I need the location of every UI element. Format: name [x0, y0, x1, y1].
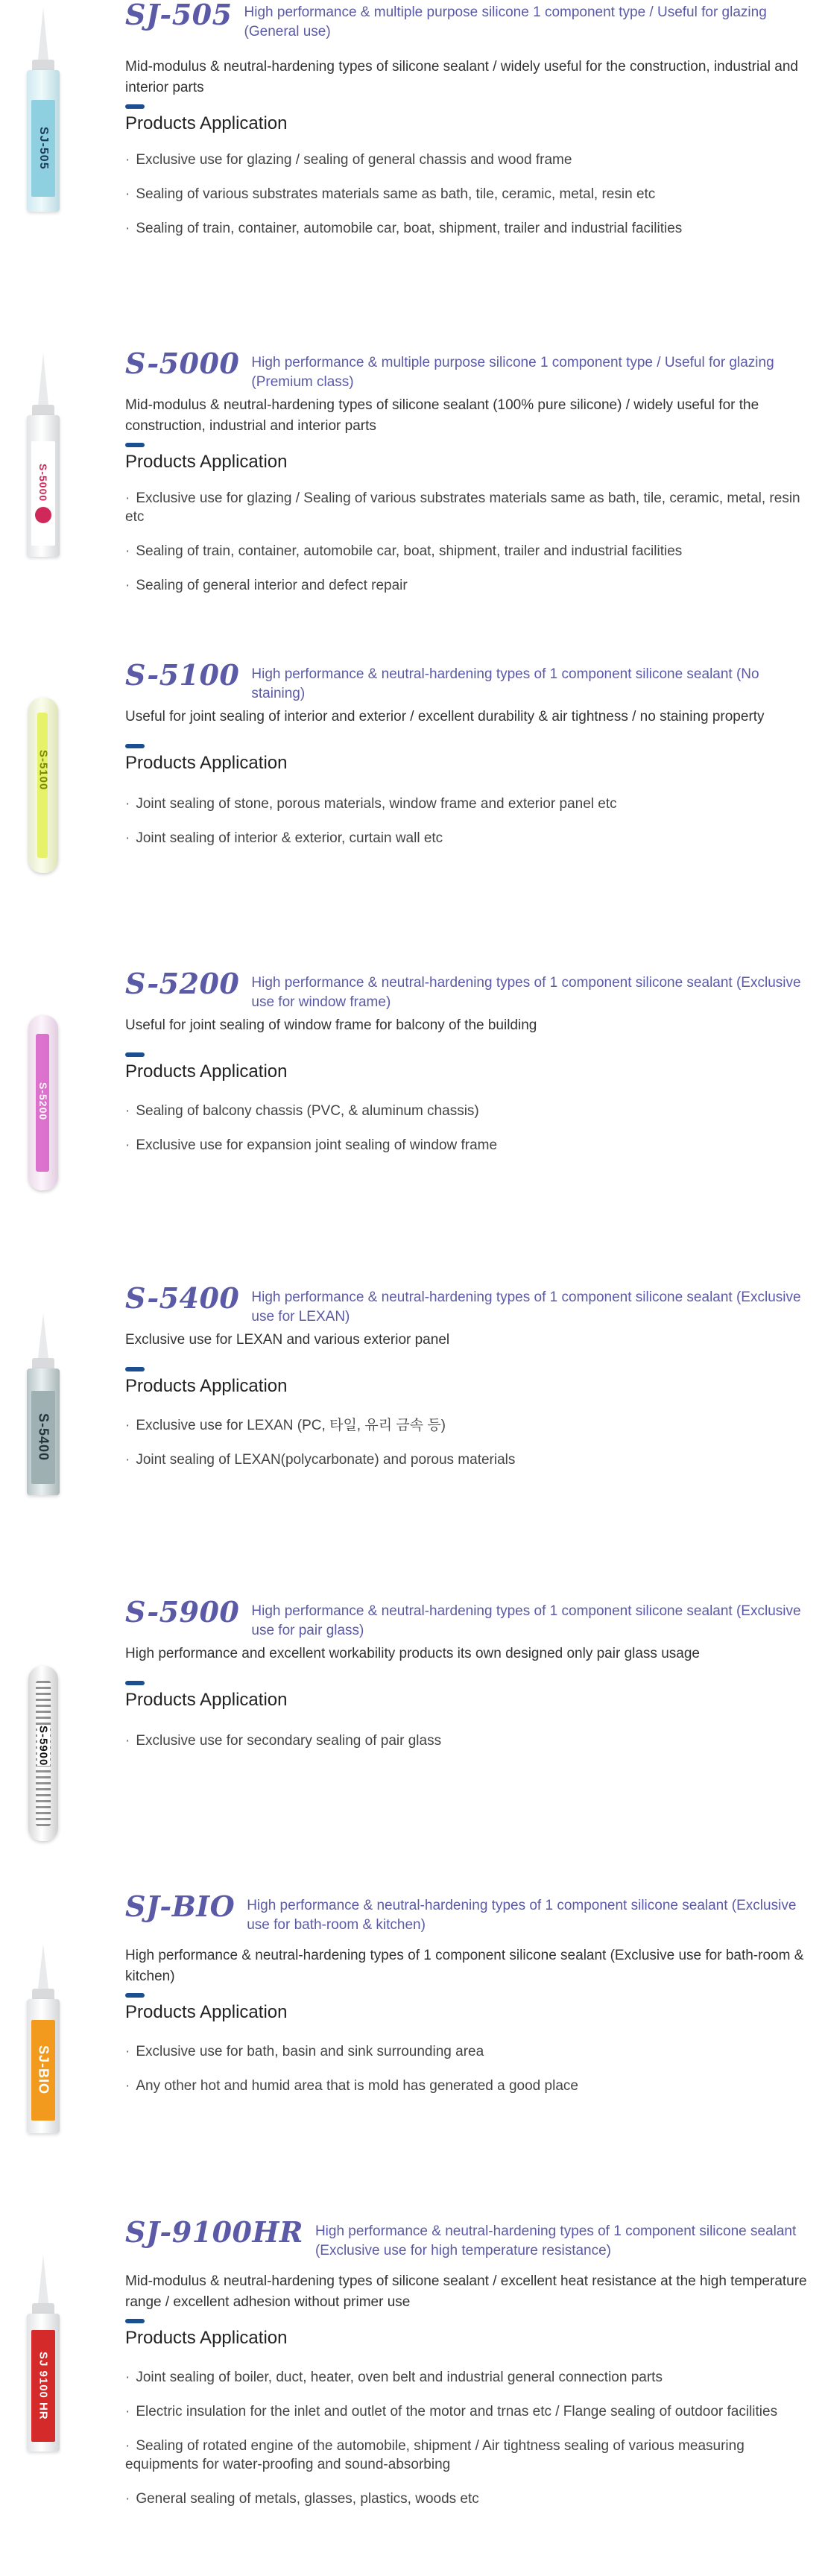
section-divider-bar — [125, 1367, 145, 1371]
section-divider-bar — [125, 2319, 145, 2323]
application-item: · Exclusive use for glazing / sealing of general chassis and wood frame — [125, 152, 572, 168]
product-tagline: High performance & multiple purpose silicone 1 component type / Useful for glazing (Premium class) — [251, 355, 774, 390]
product-description: Mid-modulus & neutral-hardening types of silicone sealant / excellent heat resistance at the high temperature range / excellent adhesion without primer use — [125, 2273, 807, 2310]
product-description: High performance and excellent workability products its own designed only pair glass usage — [125, 1646, 700, 1661]
product-description: Mid-modulus & neutral-hardening types of silicone sealant (100% pure silicone) / widely useful for the construction, industrial and interior parts — [125, 397, 759, 434]
section-divider-bar — [125, 1993, 145, 1998]
application-list — [125, 1416, 815, 1469]
application-item: · Sealing of balcony chassis (PVC, & aluminum chassis) — [125, 1103, 479, 1119]
product-description: High performance & neutral-hardening types of 1 component silicone sealant (Exclusive use for bath-room & kitchen) — [125, 1948, 804, 1984]
product-image-label: S-5000 — [37, 464, 49, 502]
product-s-5100 — [0, 660, 825, 959]
application-item: · Exclusive use for secondary sealing of pair glass — [125, 1733, 442, 1749]
application-item: · Electric insulation for the inlet and outlet of the motor and trnas etc / Flange sealing of outdoor facilities — [125, 2404, 778, 2419]
application-item: · Exclusive use for glazing / Sealing of various substrates materials same as bath, tile, ceramic, metal, resin etc — [125, 490, 800, 525]
product-image — [13, 1944, 73, 2133]
product-image — [13, 1015, 73, 1190]
cartridge-tube-icon — [21, 1944, 66, 2133]
application-item: · Joint sealing of interior & exterior, curtain wall etc — [125, 830, 443, 846]
products-application-title: Products Application — [125, 113, 288, 133]
product-tagline: High performance & neutral-hardening types of 1 component silicone sealant (Exclusive use for high temperature resistance) — [314, 2223, 797, 2258]
product-s-5400 — [0, 1281, 825, 1582]
product-image — [13, 7, 73, 212]
application-list — [125, 1731, 815, 1750]
product-tagline: High performance & neutral-hardening types of 1 component silicone sealant (Exclusive use for pair glass) — [251, 1603, 801, 1638]
application-list — [125, 2368, 815, 2508]
product-image-label: SJ-BIO — [36, 2045, 51, 2095]
product-image-label: S-5400 — [36, 1413, 51, 1462]
product-tagline: High performance & neutral-hardening types of 1 component silicone sealant (Exclusive use for window frame) — [251, 975, 801, 1010]
product-s-5200 — [0, 969, 825, 1267]
product-image-label: S-5200 — [37, 1082, 49, 1121]
application-item: · General sealing of metals, glasses, plastics, woods etc — [125, 2491, 479, 2507]
application-item: · Sealing of train, container, automobile car, boat, shipment, trailer and industrial facilities — [125, 543, 683, 559]
product-image — [13, 2255, 73, 2452]
sausage-pack-icon — [28, 1666, 58, 1841]
product-tagline: High performance & neutral-hardening types of 1 component silicone sealant (No staining) — [251, 666, 759, 701]
application-item: · Joint sealing of LEXAN(polycarbonate) and porous materials — [125, 1452, 516, 1468]
application-item: · Exclusive use for LEXAN (PC, 타일, 유리 금속 등) — [125, 1418, 446, 1433]
product-description: Useful for joint sealing of interior and exterior / excellent durability & air tightness / no staining property — [125, 709, 765, 724]
application-item: · Exclusive use for expansion joint sealing of window frame — [125, 1137, 498, 1153]
application-item: · Sealing of various substrates materials same as bath, tile, ceramic, metal, resin etc — [125, 186, 656, 202]
application-item: · Sealing of train, container, automobile car, boat, shipment, trailer and industrial facilities — [125, 221, 683, 236]
product-tagline: High performance & neutral-hardening types of 1 component silicone sealant (Exclusive use for bath-room & kitchen) — [247, 1898, 797, 1933]
product-sj-505 — [0, 0, 825, 313]
product-name: S-5900 — [125, 1595, 240, 1629]
product-name: SJ-9100HR — [125, 2215, 303, 2249]
section-divider-bar — [125, 1052, 145, 1057]
cartridge-tube-icon — [21, 353, 66, 557]
product-image-label: SJ-505 — [37, 127, 50, 170]
product-sj-bio — [0, 1892, 825, 2190]
application-item: · Joint sealing of boiler, duct, heater, oven belt and industrial general connection parts — [125, 2370, 663, 2385]
products-application-title: Products Application — [125, 1690, 288, 1710]
product-image-label: S-5900 — [37, 1726, 50, 1767]
product-image — [13, 1666, 73, 1841]
product-name: SJ-BIO — [125, 1890, 236, 1923]
products-application-title: Products Application — [125, 1061, 288, 1082]
application-list — [125, 795, 815, 847]
application-list — [125, 1102, 815, 1155]
product-s-5000 — [0, 349, 825, 647]
product-description: Exclusive use for LEXAN and various exterior panel — [125, 1332, 450, 1348]
cartridge-tube-icon — [21, 7, 66, 212]
product-sj-9100hr — [0, 2217, 825, 2575]
product-image — [13, 1313, 73, 1495]
section-divider-bar — [125, 443, 145, 447]
product-image — [13, 698, 73, 873]
section-divider-bar — [125, 744, 145, 748]
product-name: S-5200 — [125, 967, 240, 1000]
product-description: Useful for joint sealing of window frame for balcony of the building — [125, 1017, 537, 1033]
application-item: · Joint sealing of stone, porous materials, window frame and exterior panel etc — [125, 796, 617, 812]
product-description: Mid-modulus & neutral-hardening types of silicone sealant / widely useful for the construction, industrial and interior parts — [125, 59, 798, 95]
product-name: SJ-505 — [125, 0, 233, 31]
product-image-label: S-5100 — [37, 750, 50, 791]
cartridge-tube-icon — [21, 2255, 66, 2452]
product-image — [13, 353, 73, 557]
flower-logo-icon — [35, 507, 51, 523]
products-application-title: Products Application — [125, 2328, 288, 2348]
section-divider-bar — [125, 104, 145, 109]
sausage-pack-icon — [28, 1015, 58, 1190]
products-application-title: Products Application — [125, 452, 288, 472]
products-application-title: Products Application — [125, 753, 288, 773]
product-image-label: SJ 9100 HR — [37, 2352, 50, 2420]
application-item: · Sealing of rotated engine of the automobile, shipment / Air tightness sealing of various measuring equipments for water-proofing and sound-absorbing — [125, 2438, 745, 2472]
application-list — [125, 2042, 815, 2095]
product-name: S-5400 — [125, 1281, 240, 1315]
cartridge-tube-icon — [21, 1313, 66, 1495]
application-item: · Any other hot and humid area that is mold has generated a good place — [125, 2078, 578, 2094]
product-s-5900 — [0, 1597, 825, 1895]
sausage-pack-icon — [28, 698, 58, 873]
product-name: S-5100 — [125, 658, 240, 692]
section-divider-bar — [125, 1681, 145, 1685]
application-item: · Sealing of general interior and defect repair — [125, 578, 408, 593]
product-tagline: High performance & multiple purpose silicone 1 component type / Useful for glazing (General use) — [244, 4, 767, 40]
products-application-title: Products Application — [125, 2002, 288, 2022]
application-item: · Exclusive use for bath, basin and sink surrounding area — [125, 2044, 484, 2059]
product-name: S-5000 — [125, 347, 240, 380]
product-tagline: High performance & neutral-hardening types of 1 component silicone sealant (Exclusive use for LEXAN) — [251, 1289, 801, 1325]
products-application-title: Products Application — [125, 1376, 288, 1396]
application-list — [125, 489, 815, 595]
application-list — [125, 151, 815, 238]
